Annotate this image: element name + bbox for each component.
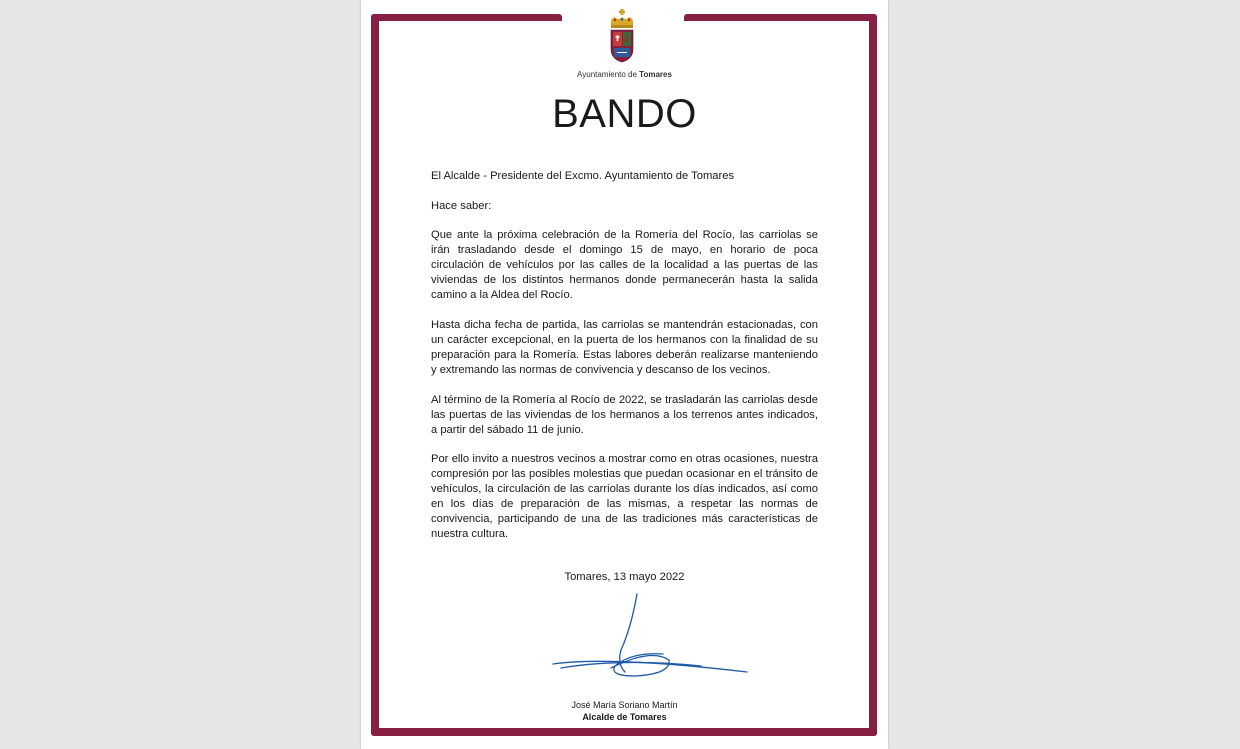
signer-block [361, 699, 888, 723]
document-page [361, 0, 888, 749]
institution-name [361, 70, 888, 79]
signer-name: José María Soriano Martín [571, 700, 678, 710]
signer-role: Alcalde de Tomares [582, 712, 667, 722]
institution-prefix: Ayuntamiento de [577, 70, 640, 79]
institution-town: Tomares [639, 70, 672, 79]
document-title: BANDO [552, 92, 697, 136]
paragraph-1: Que ante la próxima celebración de la Romería del Rocío, las carriolas se irán trasladando desde el domingo 15 de mayo, en horario de poca circulación de vehículos por las calles de la localidad a las puertas de las viviendas de los distintos hermanos donde permanecerán hasta la salida camino a la Aldea del Rocío. [431, 229, 818, 301]
frame-border-bottom [371, 728, 877, 736]
frame-border-top-right [684, 14, 877, 21]
greeting: El Alcalde - Presidente del Excmo. Ayuntamiento de Tomares [431, 170, 735, 182]
frame-border-top-left [371, 14, 562, 21]
document-date: Tomares, 13 mayo 2022 [564, 571, 685, 583]
coat-of-arms-icon [608, 9, 636, 63]
paragraph-2: Hasta dicha fecha de partida, las carriolas se mantendrán estacionadas, con un carácter excepcional, en la puerta de los hermanos con la finalidad de su preparación para la Romería. Estas labores deberán realizarse manteniendo y extremando las normas de convivencia y descanso de los vecinos. [431, 319, 818, 376]
signature-icon [551, 588, 751, 688]
intro: Hace saber: [431, 200, 492, 212]
paragraph-4: Por ello invito a nuestros vecinos a mostrar como en otras ocasiones, nuestra compresión por las posibles molestias que puedan ocasionar en el tránsito de vehículos, la circulación de las carriolas durante los días indicados, así como en los días de preparación de las mismas, a respetar las normas de convivencia, participando de una de las tradiciones más características de nuestra cultura. [431, 453, 818, 540]
paragraph-3: Al término de la Romería al Rocío de 2022, se trasladarán las carriolas desde las puertas de las viviendas de los hermanos a los terrenos antes indicados, a partir del sábado 11 de junio. [431, 394, 818, 436]
